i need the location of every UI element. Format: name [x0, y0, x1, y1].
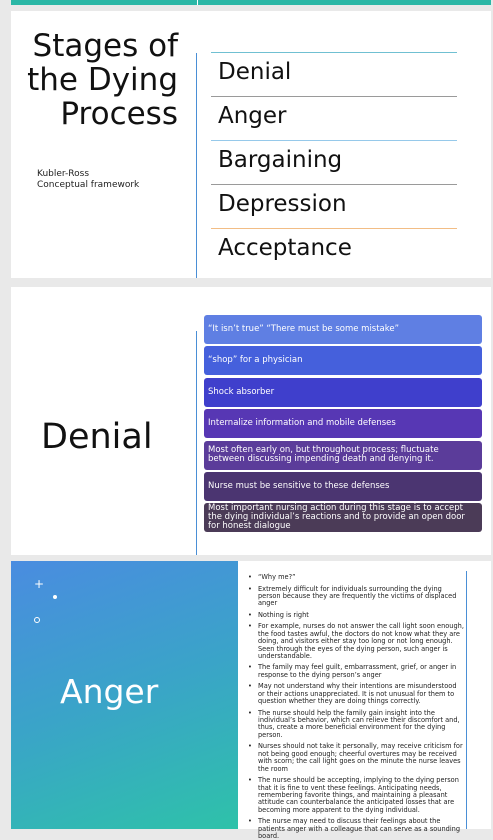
denial-block: Most important nursing action during this stage is to accept the dying individual’s reactions and to provide an open door for honest dialogue: [204, 503, 482, 532]
subtitle-line: Conceptual framework: [37, 180, 140, 190]
dot-icon: [53, 595, 57, 599]
stage-item: Acceptance: [211, 228, 457, 272]
slide-anger[interactable]: [11, 561, 491, 840]
bullet-item: • “Why me?”: [248, 574, 465, 581]
bullet-item: • Nurses should not take it personally, may receive criticism for not being good enough; cheerful overtures may be received with scorn; the call light goes on the minute the nurse leaves the room: [248, 743, 465, 773]
slide-title: Anger: [60, 672, 159, 711]
bullet-item: • The nurse should help the family gain insight into the individual’s behavior, which can relieve their discomfort and, thus, create a more beneficial environment for the dying person.: [248, 710, 465, 740]
stage-item: Depression: [211, 184, 457, 228]
bullet-item: • The nurse should be accepting, implying to the dying person that it is fine to vent these feelings. Anticipating needs, remembering favorite things, and maintaining a pleasant attitude can counterbalance the anticipated losses that are becoming more apparent to the dying individual.: [248, 777, 465, 814]
bullet-item: • Nothing is right: [248, 612, 465, 619]
slide-title: Stages of the Dying Process: [27, 28, 178, 132]
bullet-item: • The nurse may need to discuss their feelings about the patients anger with a colleague that can serve as a sounding board.: [248, 818, 465, 840]
anger-bullet-panel: [238, 561, 491, 840]
slide-subtitle: [37, 169, 139, 191]
denial-block: “It isn’t true” “There must be some mistake”: [204, 315, 482, 344]
bullet-item: • For example, nurses do not answer the call light soon enough, the food tastes awful, the doctors do not know what they are doing, and visitors either stay too long or not long enough. Seen through the eyes of the dying person, such anger is understandable.: [248, 623, 465, 660]
circle-icon: [34, 617, 40, 623]
bullet-list: [238, 561, 491, 840]
vertical-divider: [196, 331, 197, 555]
denial-block: Internalize information and mobile defenses: [204, 409, 482, 438]
bullet-item: • The family may feel guilt, embarrassment, grief, or anger in response to the dying person’s anger: [248, 664, 465, 679]
stage-item: Bargaining: [211, 140, 457, 184]
denial-block-list: [204, 315, 482, 535]
subtitle-line: Kubler-Ross: [37, 169, 90, 179]
bullet-item: • Extremely difficult for individuals surrounding the dying person because they are frequently the victims of displaced anger: [248, 586, 465, 608]
slide-title: Denial: [41, 417, 153, 457]
stage-item: Anger: [211, 96, 457, 140]
denial-block: Nurse must be sensitive to these defenses: [204, 472, 482, 501]
stage-item: Denial: [211, 52, 457, 96]
denial-block: Most often early on, but throughout process; fluctuate between discussing impending death and denying it.: [204, 441, 482, 470]
plus-icon: +: [34, 577, 45, 591]
anger-title-panel: [11, 561, 238, 829]
vertical-divider: [466, 571, 467, 829]
bullet-item: • May not understand why their intentions are misunderstood or their actions unappreciated. It is not unusual for them to question whether they are doing things correctly.: [248, 683, 465, 705]
slide-divider: [197, 0, 198, 5]
slide-stages-of-dying[interactable]: [11, 11, 491, 278]
denial-block: Shock absorber: [204, 378, 482, 407]
stage-list: [211, 52, 457, 272]
previous-slide-edge: [11, 0, 491, 5]
slide-denial[interactable]: [11, 287, 491, 555]
denial-block: “shop” for a physician: [204, 346, 482, 375]
vertical-divider: [196, 53, 197, 278]
